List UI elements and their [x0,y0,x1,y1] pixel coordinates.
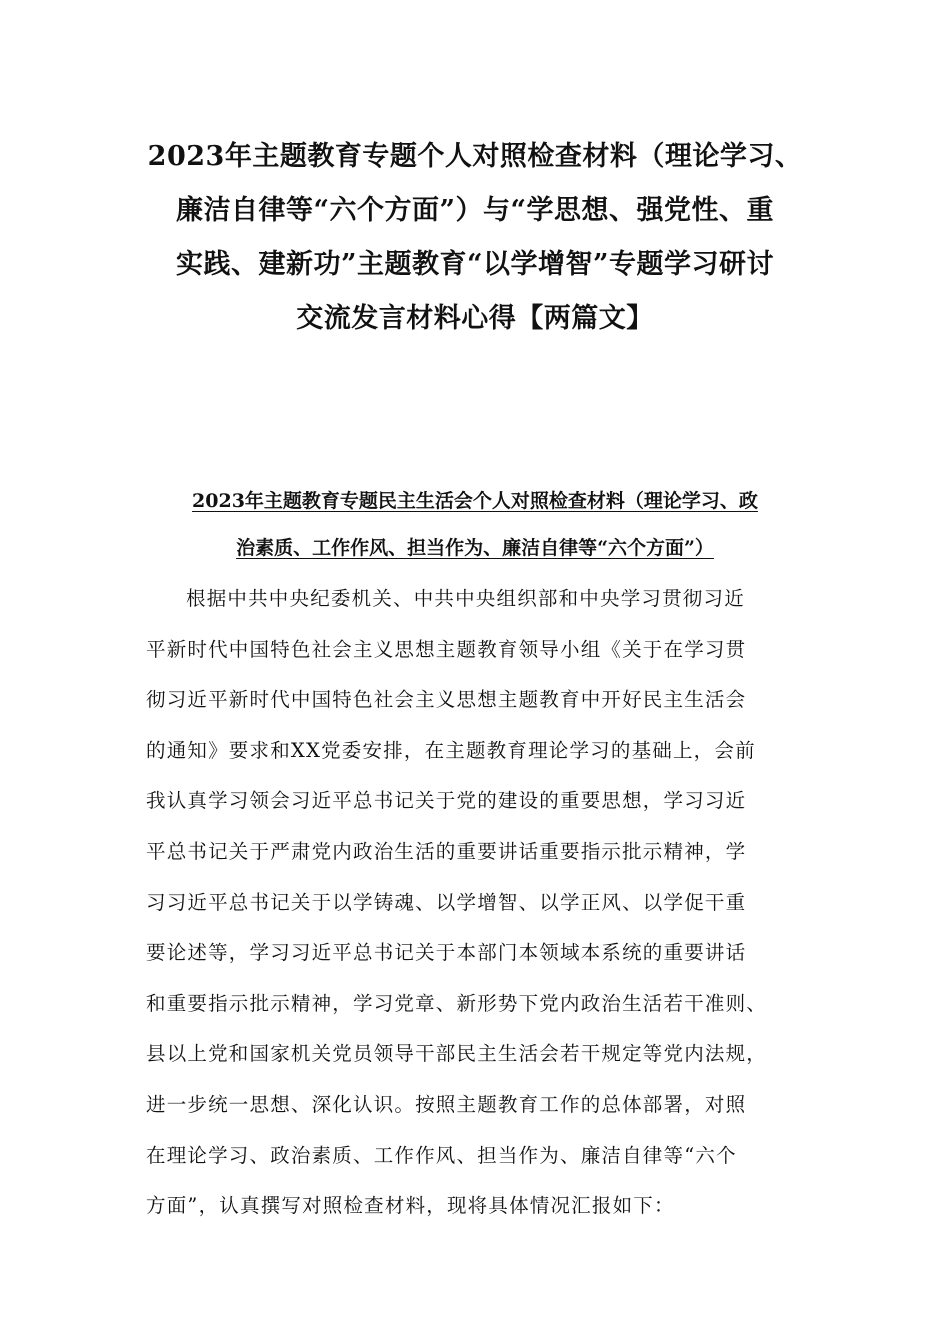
title-line: 实践、建新功”主题教育“以学增智”专题学习研讨 [175,249,775,280]
body-paragraph [146,574,818,1232]
paragraph-line: 和重要指示批示精神，学习党章、新形势下党内政治生活若干准则、 [146,991,768,1015]
section-title-line: 治素质、工作作风、担当作为、廉洁自律等“六个方面”） [236,537,714,559]
title-line: 交流发言材料心得【两篇文】 [296,303,654,334]
paragraph-line: 根据中共中央纪委机关、中共中央组织部和中央学习贯彻习近 [186,587,745,610]
section-title [140,478,810,572]
paragraph-line: 县以上党和国家机关党员领导干部民主生活会若干规定等党内法规， [146,1042,768,1066]
paragraph-line: 平新时代中国特色社会主义思想主题教育领导小组《关于在学习贯 [146,637,747,661]
paragraph-line: 在理论学习、政治素质、工作作风、担当作为、廉洁自律等“六个 [146,1143,737,1167]
paragraph-line: 进一步统一思想、深化认识。按照主题教育工作的总体部署，对照 [146,1092,747,1116]
paragraph-line: 彻习近平新时代中国特色社会主义思想主题教育中开好民主生活会 [146,688,747,712]
section-title-line: 2023年主题教育专题民主生活会个人对照检查材料（理论学习、政 [192,490,758,512]
paragraph-line: 习习近平总书记关于以学铸魂、以学增智、以学正风、以学促干重 [146,890,747,914]
paragraph-line: 平总书记关于严肃党内政治生活的重要讲话重要指示批示精神，学 [146,839,747,863]
title-line: 2023年主题教育专题个人对照检查材料（理论学习、 [147,141,803,172]
paragraph-line: 我认真学习领会习近平总书记关于党的建设的重要思想，学习习近 [146,789,747,813]
document-title [140,130,810,346]
paragraph-line: 要论述等，学习习近平总书记关于本部门本领域本系统的重要讲话 [146,941,747,965]
title-line: 廉洁自律等“六个方面”）与“学思想、强党性、重 [175,195,775,226]
paragraph-line: 方面”，认真撰写对照检查材料，现将具体情况汇报如下： [146,1194,675,1218]
paragraph-line: 的通知》要求和XX党委安排，在主题教育理论学习的基础上，会前 [146,738,756,762]
